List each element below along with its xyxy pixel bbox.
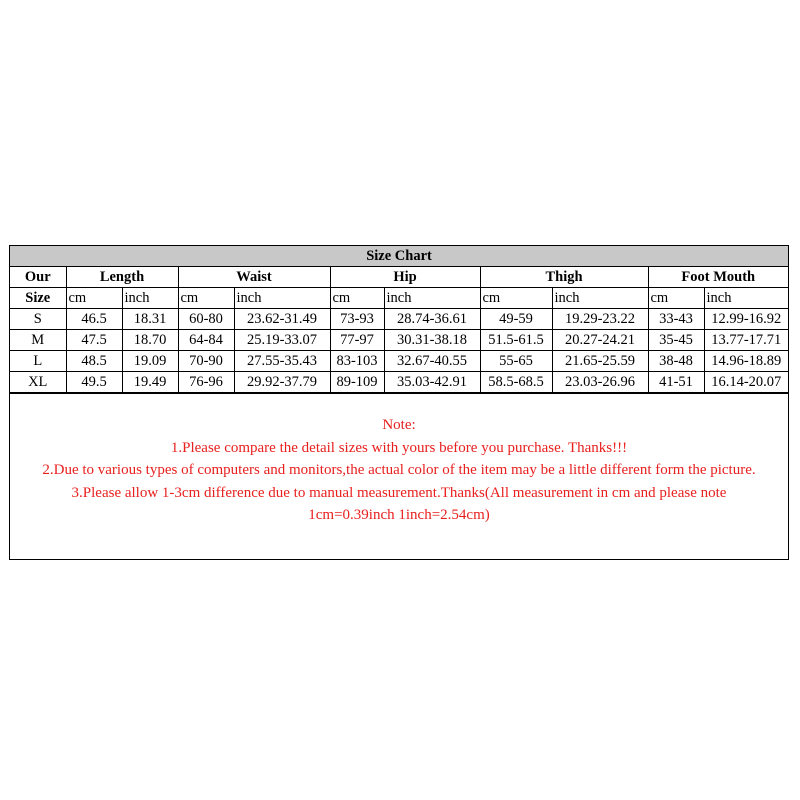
notes-section	[10, 393, 788, 559]
size-cell: L	[10, 351, 66, 372]
value-cell: 25.19-33.07	[234, 330, 330, 351]
table-row	[10, 372, 788, 393]
value-cell: 33-43	[648, 309, 704, 330]
value-cell: 83-103	[330, 351, 384, 372]
value-cell: 35.03-42.91	[384, 372, 480, 393]
value-cell: 64-84	[178, 330, 234, 351]
size-cell: XL	[10, 372, 66, 393]
note-line-2: 2.Due to various types of computers and monitors,the actual color of the item may be a little different form the picture.	[42, 462, 756, 478]
table-row	[10, 351, 788, 372]
unit-cm: cm	[66, 288, 122, 309]
value-cell: 73-93	[330, 309, 384, 330]
value-cell: 12.99-16.92	[704, 309, 788, 330]
value-cell: 14.96-18.89	[704, 351, 788, 372]
value-cell: 21.65-25.59	[552, 351, 648, 372]
value-cell: 41-51	[648, 372, 704, 393]
value-cell: 58.5-68.5	[480, 372, 552, 393]
size-header-top: Our	[10, 267, 66, 288]
unit-inch: inch	[384, 288, 480, 309]
value-cell: 23.62-31.49	[234, 309, 330, 330]
unit-cm: cm	[178, 288, 234, 309]
note-line-1: 1.Please compare the detail sizes with yours before you purchase. Thanks!!!	[170, 439, 628, 456]
size-chart	[9, 245, 789, 560]
note-line-3-continued: 1cm=0.39inch 1inch=2.54cm)	[308, 507, 490, 523]
value-cell: 27.55-35.43	[234, 351, 330, 372]
value-cell: 18.31	[122, 309, 178, 330]
value-cell: 35-45	[648, 330, 704, 351]
note-line-3: 3.Please allow 1-3cm difference due to manual measurement.Thanks(All measurement in cm and please note	[71, 484, 727, 501]
unit-cm: cm	[648, 288, 704, 309]
unit-cm: cm	[330, 288, 384, 309]
value-cell: 19.29-23.22	[552, 309, 648, 330]
value-cell: 16.14-20.07	[704, 372, 788, 393]
value-cell: 70-90	[178, 351, 234, 372]
value-cell: 19.49	[122, 372, 178, 393]
value-cell: 38-48	[648, 351, 704, 372]
table-title: Size Chart	[10, 246, 788, 267]
unit-cm: cm	[480, 288, 552, 309]
value-cell: 49-59	[480, 309, 552, 330]
value-cell: 60-80	[178, 309, 234, 330]
value-cell: 29.92-37.79	[234, 372, 330, 393]
value-cell: 51.5-61.5	[480, 330, 552, 351]
value-cell: 30.31-38.18	[384, 330, 480, 351]
value-cell: 18.70	[122, 330, 178, 351]
value-cell: 32.67-40.55	[384, 351, 480, 372]
group-header-waist: Waist	[178, 267, 330, 288]
value-cell: 13.77-17.71	[704, 330, 788, 351]
value-cell: 28.74-36.61	[384, 309, 480, 330]
value-cell: 89-109	[330, 372, 384, 393]
value-cell: 23.03-26.96	[552, 372, 648, 393]
size-table	[10, 246, 788, 393]
unit-inch: inch	[234, 288, 330, 309]
value-cell: 47.5	[66, 330, 122, 351]
size-cell: S	[10, 309, 66, 330]
value-cell: 20.27-24.21	[552, 330, 648, 351]
unit-header-row	[10, 288, 788, 309]
value-cell: 48.5	[66, 351, 122, 372]
value-cell: 55-65	[480, 351, 552, 372]
unit-inch: inch	[122, 288, 178, 309]
value-cell: 19.09	[122, 351, 178, 372]
title-row	[10, 246, 788, 267]
unit-inch: inch	[552, 288, 648, 309]
value-cell: 46.5	[66, 309, 122, 330]
table-row	[10, 330, 788, 351]
notes-heading: Note:	[382, 417, 416, 433]
group-header-length: Length	[66, 267, 178, 288]
size-cell: M	[10, 330, 66, 351]
unit-inch: inch	[704, 288, 788, 309]
group-header-thigh: Thigh	[480, 267, 648, 288]
value-cell: 76-96	[178, 372, 234, 393]
table-row	[10, 309, 788, 330]
group-header-foot-mouth: Foot Mouth	[648, 267, 788, 288]
group-header-row	[10, 267, 788, 288]
value-cell: 77-97	[330, 330, 384, 351]
size-header-bottom: Size	[10, 288, 66, 309]
group-header-hip: Hip	[330, 267, 480, 288]
value-cell: 49.5	[66, 372, 122, 393]
